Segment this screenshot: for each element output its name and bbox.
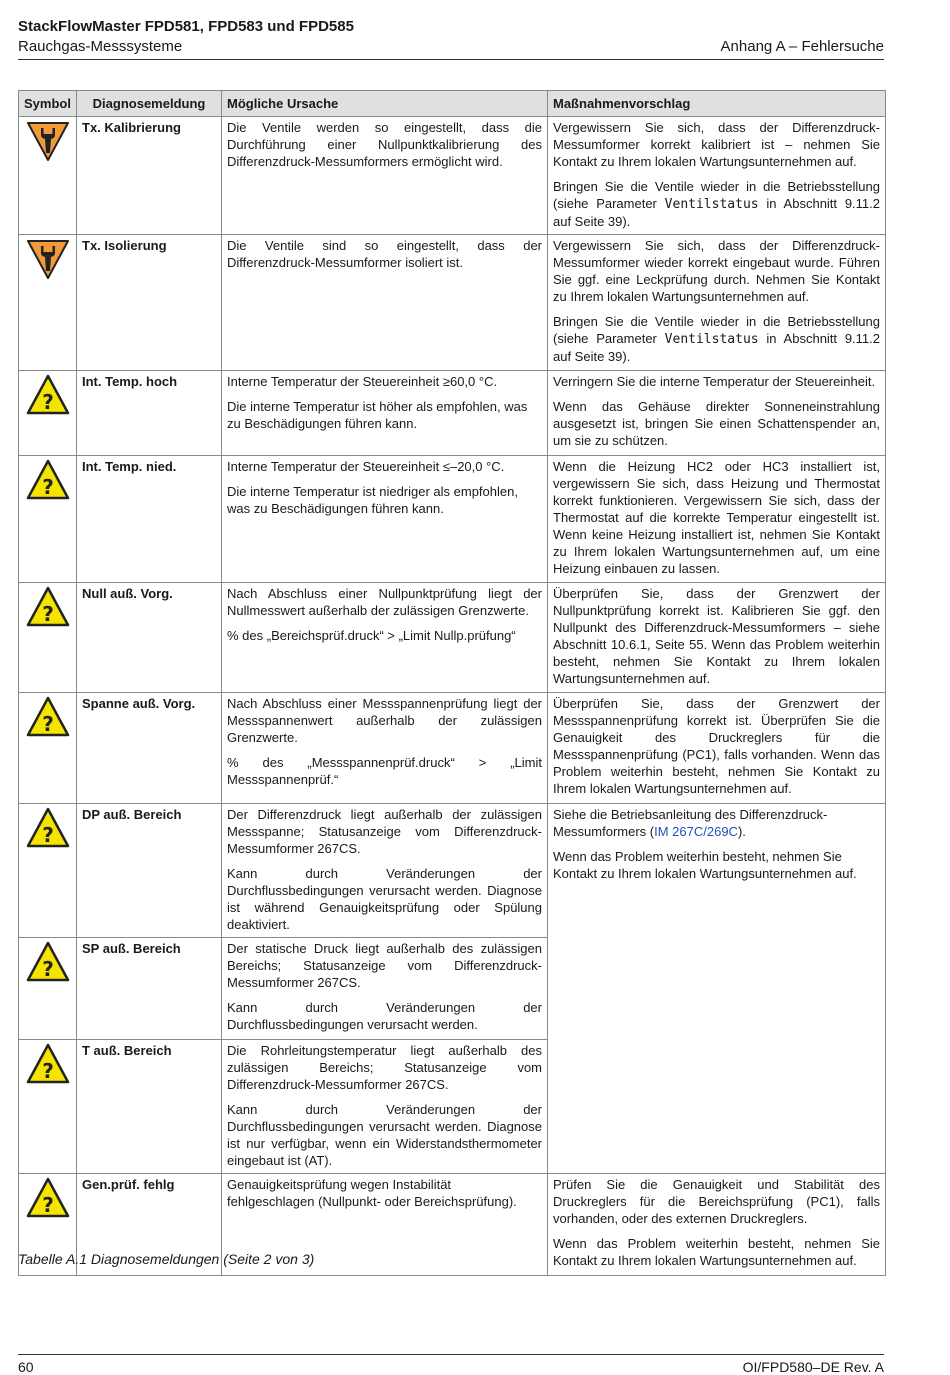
warning-question-icon	[26, 373, 70, 417]
diagnostic-message: Gen.prüf. fehlg	[77, 1174, 222, 1276]
action-text: Wenn die Heizung HC2 oder HC3 installiert ist, vergewissern Sie sich, dass Heizung und Thermostat korrekt funktionieren. Vergewissern Sie sich, dass der Thermostat auf die korrekte Temperatur eingestellt ist. Wenn keine Heizung installiert ist, nehmen Sie Kontakt zu Ihrem lokalen Wartungsunternehmen auf, um eine Heizung einbauen zu lassen.	[553, 459, 880, 576]
parameter-name: Ventilstatus	[664, 197, 759, 212]
action-cell	[548, 371, 886, 456]
column-header: Maßnahmenvorschlag	[548, 91, 886, 117]
symbol-cell	[19, 583, 77, 693]
symbol-cell	[19, 235, 77, 371]
warning-question-icon	[26, 458, 70, 502]
diagnostic-message: T auß. Bereich	[77, 1040, 222, 1174]
action-text: Wenn das Problem weiterhin besteht, nehmen Sie Kontakt zu Ihrem lokalen Wartungsunternehmen auf.	[553, 849, 857, 881]
page-number: 60	[18, 1359, 34, 1375]
action-cell	[548, 117, 886, 235]
cause-text: % des „Bereichsprüf.druck“ > „Limit Nullp.prüfung“	[227, 628, 516, 643]
action-cell	[548, 693, 886, 804]
maintenance-wrench-icon	[26, 119, 70, 163]
diagnostic-message: Spanne auß. Vorg.	[77, 693, 222, 804]
manual-link[interactable]: IM 267C/269C	[654, 824, 738, 839]
cause-text: Interne Temperatur der Steuereinheit ≤–20,0 °C.	[227, 459, 505, 474]
symbol-cell	[19, 693, 77, 804]
cause-cell	[222, 235, 548, 371]
cause-text: Kann durch Veränderungen der Durchflussbedingungen verursacht werden. Diagnose ist nur verfügbar, wenn ein Widerstandsthermometer eingebaut ist (AT).	[227, 1102, 542, 1168]
action-text: Vergewissern Sie sich, dass der Differenzdruck-Messumformer wieder korrekt eingebaut wurde. Führen Sie ggf. eine Leckprüfung durch. Nehmen Sie Kontakt zu Ihrem lokalen Wartungsunternehmen auf.	[553, 238, 880, 304]
cause-text: Der statische Druck liegt außerhalb des zulässigen Bereichs; Statusanzeige vom Differenzdruck-Messumformer 267CS.	[227, 941, 542, 990]
symbol-cell	[19, 938, 77, 1040]
warning-question-icon	[26, 695, 70, 739]
cause-cell	[222, 117, 548, 235]
page-header	[18, 18, 884, 60]
parameter-name: Ventilstatus	[664, 332, 759, 347]
action-text: Überprüfen Sie, dass der Grenzwert der Messspannenprüfung korrekt ist. Überprüfen Sie die Genauigkeit des Druckreglers für die Messspannenprüfung (PC1), falls vorhanden. Wenn das Problem weiterhin besteht, nehmen Sie Kontakt zu Ihrem lokalen Wartungsunternehmen auf.	[553, 696, 880, 796]
document-title: StackFlowMaster FPD581, FPD583 und FPD585	[18, 18, 354, 35]
diagnostic-message: Tx. Kalibrierung	[77, 117, 222, 235]
cause-text: Die Ventile sind so eingestellt, dass der Differenzdruck-Messumformer isoliert ist.	[227, 238, 542, 270]
cause-text: Interne Temperatur der Steuereinheit ≥60,0 °C.	[227, 374, 498, 389]
cause-text: Der Differenzdruck liegt außerhalb der zulässigen Messspanne; Statusanzeige vom Differenzdruck-Messumformer 267CS.	[227, 807, 542, 856]
table-row	[19, 804, 886, 938]
cause-cell	[222, 583, 548, 693]
symbol-cell	[19, 804, 77, 938]
diagnostic-message: SP auß. Bereich	[77, 938, 222, 1040]
cause-cell	[222, 804, 548, 938]
action-cell	[548, 235, 886, 371]
cause-text: Nach Abschluss einer Messspannenprüfung liegt der Messspannenwert außerhalb der zulässigen Grenzwerte.	[227, 696, 542, 745]
cause-text: Kann durch Veränderungen der Durchflussbedingungen verursacht werden. Diagnose ist während Genauigkeitsprüfung oder Spülung deaktiviert.	[227, 866, 542, 932]
merged-action-cell	[548, 804, 886, 1174]
diagnostic-message: Null auß. Vorg.	[77, 583, 222, 693]
header-rule	[18, 59, 884, 60]
symbol-cell	[19, 456, 77, 583]
symbol-cell	[19, 1040, 77, 1174]
svg-text:?: ?	[41, 957, 54, 981]
svg-text:?: ?	[41, 390, 54, 414]
action-text: Verringern Sie die interne Temperatur der Steuereinheit.	[553, 374, 876, 389]
action-cell	[548, 456, 886, 583]
table-caption: Tabelle A.1 Diagnosemeldungen (Seite 2 von 3)	[18, 1251, 315, 1267]
action-cell	[548, 1174, 886, 1276]
table-header-row	[19, 91, 886, 117]
svg-text:?: ?	[41, 475, 54, 499]
svg-text:?: ?	[41, 823, 54, 847]
action-text: Überprüfen Sie, dass der Grenzwert der Nullpunktprüfung korrekt ist. Kalibrieren Sie ggf. den Nullpunkt des Differenzdruck-Messumformers – siehe Abschnitt 10.6.1, Seite 55. Wenn das Problem weiterhin besteht, nehmen Sie Kontakt zu Ihrem lokalen Wartungsunternehmen auf.	[553, 586, 880, 686]
svg-text:?: ?	[41, 602, 54, 626]
cause-cell	[222, 693, 548, 804]
diagnostic-message: Int. Temp. nied.	[77, 456, 222, 583]
symbol-cell	[19, 371, 77, 456]
table-row	[19, 235, 886, 371]
cause-text: % des „Messspannenprüf.druck“ > „Limit Messspannenprüf.“	[227, 755, 542, 787]
action-text: Siehe die Betriebsanleitung des Differenzdruck-Messumformers (IM 267C/269C).	[553, 807, 828, 839]
column-header: Symbol	[19, 91, 77, 117]
cause-cell	[222, 456, 548, 583]
diagnostic-message: Tx. Isolierung	[77, 235, 222, 371]
action-cell	[548, 583, 886, 693]
warning-question-icon	[26, 1042, 70, 1086]
diagnostics-table	[18, 90, 886, 1276]
svg-text:?: ?	[41, 1059, 54, 1083]
cause-cell	[222, 938, 548, 1040]
cause-text: Nach Abschluss einer Nullpunktprüfung liegt der Nullmesswert außerhalb der zulässigen Grenzwerte.	[227, 586, 542, 618]
action-text: Wenn das Problem weiterhin besteht, nehmen Sie Kontakt zu Ihrem lokalen Wartungsunternehmen auf.	[553, 1236, 880, 1268]
table-row	[19, 693, 886, 804]
svg-text:?: ?	[41, 712, 54, 736]
cause-cell	[222, 1040, 548, 1174]
diagnostic-message: DP auß. Bereich	[77, 804, 222, 938]
cause-text: Die interne Temperatur ist höher als empfohlen, was zu Beschädigungen führen kann.	[227, 399, 528, 431]
svg-text:?: ?	[41, 1193, 54, 1217]
cause-text: Die interne Temperatur ist niedriger als empfohlen, was zu Beschädigungen führen kann.	[227, 484, 518, 516]
warning-question-icon	[26, 585, 70, 629]
action-text: Wenn das Gehäuse direkter Sonneneinstrahlung ausgesetzt ist, bringen Sie einen Schattenspender an, um sie zu schützen.	[553, 399, 880, 448]
document-subtitle: Rauchgas-Messsysteme	[18, 38, 183, 55]
table-row	[19, 456, 886, 583]
column-header: Diagnosemeldung	[77, 91, 222, 117]
diagnostic-message: Int. Temp. hoch	[77, 371, 222, 456]
warning-question-icon	[26, 806, 70, 850]
table-row	[19, 371, 886, 456]
document-number: OI/FPD580–DE Rev. A	[742, 1359, 884, 1375]
table-row	[19, 583, 886, 693]
table-row	[19, 117, 886, 235]
warning-question-icon	[26, 940, 70, 984]
section-title: Anhang A – Fehlersuche	[720, 38, 884, 55]
page-footer	[18, 1354, 884, 1375]
action-text: Vergewissern Sie sich, dass der Differenzdruck-Messumformer korrekt kalibriert ist – nehmen Sie Kontakt zu Ihrem lokalen Wartungsunternehmen auf.	[553, 120, 880, 169]
cause-cell	[222, 371, 548, 456]
action-text: Bringen Sie die Ventile wieder in die Betriebsstellung (siehe Parameter Ventilstatus in Abschnitt 9.11.2 auf Seite 39).	[553, 179, 880, 229]
warning-question-icon	[26, 1176, 70, 1220]
cause-text: Genauigkeitsprüfung wegen Instabilität fehlgeschlagen (Nullpunkt- oder Bereichsprüfung).	[227, 1177, 517, 1209]
column-header: Mögliche Ursache	[222, 91, 548, 117]
cause-text: Die Rohrleitungstemperatur liegt außerhalb des zulässigen Bereichs; Statusanzeige vom Differenzdruck-Messumformer 267CS.	[227, 1043, 542, 1092]
action-text: Bringen Sie die Ventile wieder in die Betriebsstellung (siehe Parameter Ventilstatus in Abschnitt 9.11.2 auf Seite 39).	[553, 314, 880, 364]
maintenance-wrench-icon	[26, 237, 70, 281]
cause-text: Die Ventile werden so eingestellt, dass die Durchführung einer Nullpunktkalibrierung des Differenzdruck-Messumformers ermöglicht wird.	[227, 120, 542, 169]
cause-text: Kann durch Veränderungen der Durchflussbedingungen verursacht werden.	[227, 1000, 542, 1032]
symbol-cell	[19, 117, 77, 235]
action-text: Prüfen Sie die Genauigkeit und Stabilität des Druckreglers für die Bereichsprüfung (PC1), falls vorhanden, oder des externen Druckreglers.	[553, 1177, 880, 1226]
